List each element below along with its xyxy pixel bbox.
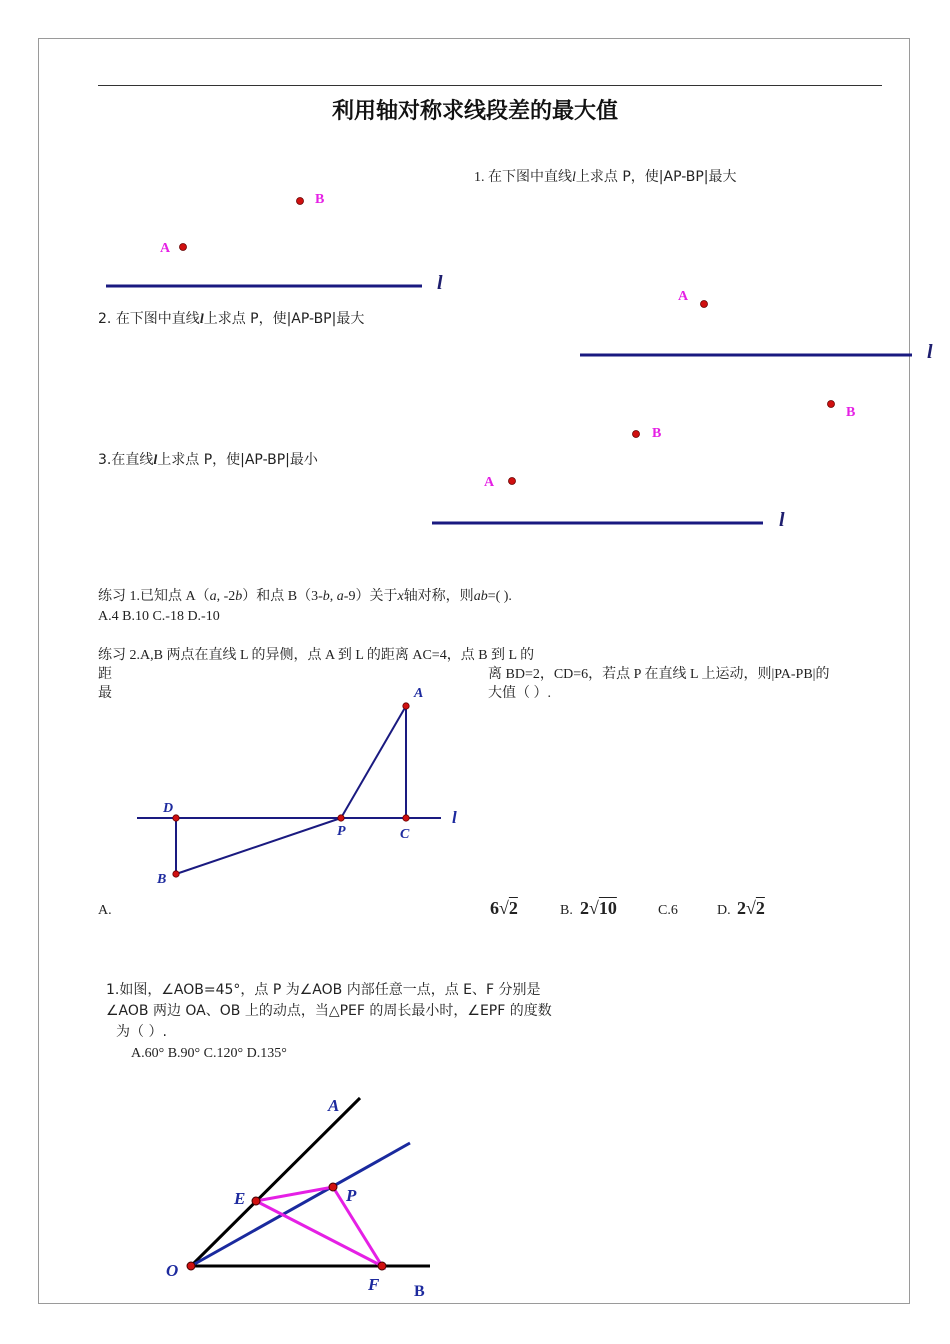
label-l: l [927, 341, 933, 363]
exercise-1: 练习 1.已知点 A（a, -2b）和点 B（3-b, a-9）关于x轴对称，则ab=( ). [98, 589, 512, 604]
option-a-value: 6√2 [490, 898, 518, 918]
option-c: C.6 [658, 903, 678, 918]
label-o: O [166, 1261, 179, 1280]
point-a [701, 301, 708, 308]
label-c: C [400, 827, 410, 842]
point-b [297, 198, 304, 205]
label-b: B [846, 405, 856, 420]
question-3: 3.在直线l上求点 P，使|AP-BP|最小 [98, 452, 318, 468]
point-a [509, 478, 516, 485]
question-4-options: A.60° B.90° C.120° D.135° [131, 1046, 287, 1061]
label-e: E [234, 1189, 246, 1208]
exercise-2-line3-left: 最 [98, 686, 112, 701]
segment-bp [176, 818, 341, 874]
exercise-2-line2-right: 离 BD=2，CD=6，若点 P 在直线 L 上运动，则|PA-PB|的 [488, 667, 830, 682]
figure-1 [106, 192, 443, 294]
point-f [378, 1262, 386, 1270]
point-b [633, 431, 640, 438]
label-a: A [328, 1096, 340, 1115]
point-e [252, 1197, 260, 1205]
label-a: A [678, 289, 689, 304]
exercise-1-options: A.4 B.10 C.-18 D.-10 [98, 609, 220, 624]
option-b-value: 2√10 [580, 898, 617, 918]
point-b [828, 401, 835, 408]
figure-exercise-2 [137, 686, 457, 887]
point-p [338, 815, 344, 821]
label-p: P [346, 1186, 357, 1205]
point-p [329, 1183, 337, 1191]
figure-2 [580, 289, 933, 420]
label-a: A [414, 686, 424, 701]
label-b: B [315, 192, 325, 207]
option-a-label: A. [98, 903, 112, 918]
exercise-2-line2-left: 距 [98, 667, 112, 682]
point-a [403, 703, 409, 709]
point-o [187, 1262, 195, 1270]
point-d [173, 815, 179, 821]
label-l: l [779, 509, 785, 531]
label-f: F [368, 1275, 380, 1294]
label-a: A [160, 241, 171, 256]
point-b [173, 871, 179, 877]
segment-ap [341, 706, 406, 818]
label-l: l [452, 808, 457, 827]
point-a [180, 244, 187, 251]
label-l: l [437, 272, 443, 294]
label-d: D [163, 801, 174, 816]
label-p: P [337, 824, 346, 839]
option-d-value: 2√2 [737, 898, 765, 918]
question-4-line2: ∠AOB 两边 OA、OB 上的动点，当△PEF 的周长最小时，∠EPF 的度数 [106, 1003, 552, 1019]
option-d-label: D. [717, 903, 731, 918]
label-b: B [652, 426, 662, 441]
exercise-2-line3-right: 大值（ ）. [488, 686, 551, 701]
exercise-2-line1: 练习 2.A,B 两点在直线 L 的异侧，点 A 到 L 的距离 AC=4，点 B 到 L 的 [98, 648, 535, 663]
label-a: A [484, 475, 495, 490]
figure-question-4 [166, 1096, 430, 1300]
point-c [403, 815, 409, 821]
question-4-line1: 1.如图，∠AOB=45°，点 P 为∠AOB 内部任意一点，点 E、F 分别是 [106, 982, 541, 998]
triangle-pef [256, 1187, 382, 1266]
question-4-line3: 为（ ）. [116, 1024, 167, 1040]
label-b: B [414, 1283, 425, 1300]
figure-3 [432, 426, 785, 531]
question-2: 2. 在下图中直线l上求点 P，使|AP-BP|最大 [98, 311, 365, 327]
question-1: 1. 在下图中直线l上求点 P，使|AP-BP|最大 [474, 169, 737, 185]
ray-op [191, 1143, 410, 1266]
option-b-label: B. [560, 903, 573, 918]
label-b: B [157, 872, 167, 887]
page-title: 利用轴对称求线段差的最大值 [331, 99, 618, 124]
